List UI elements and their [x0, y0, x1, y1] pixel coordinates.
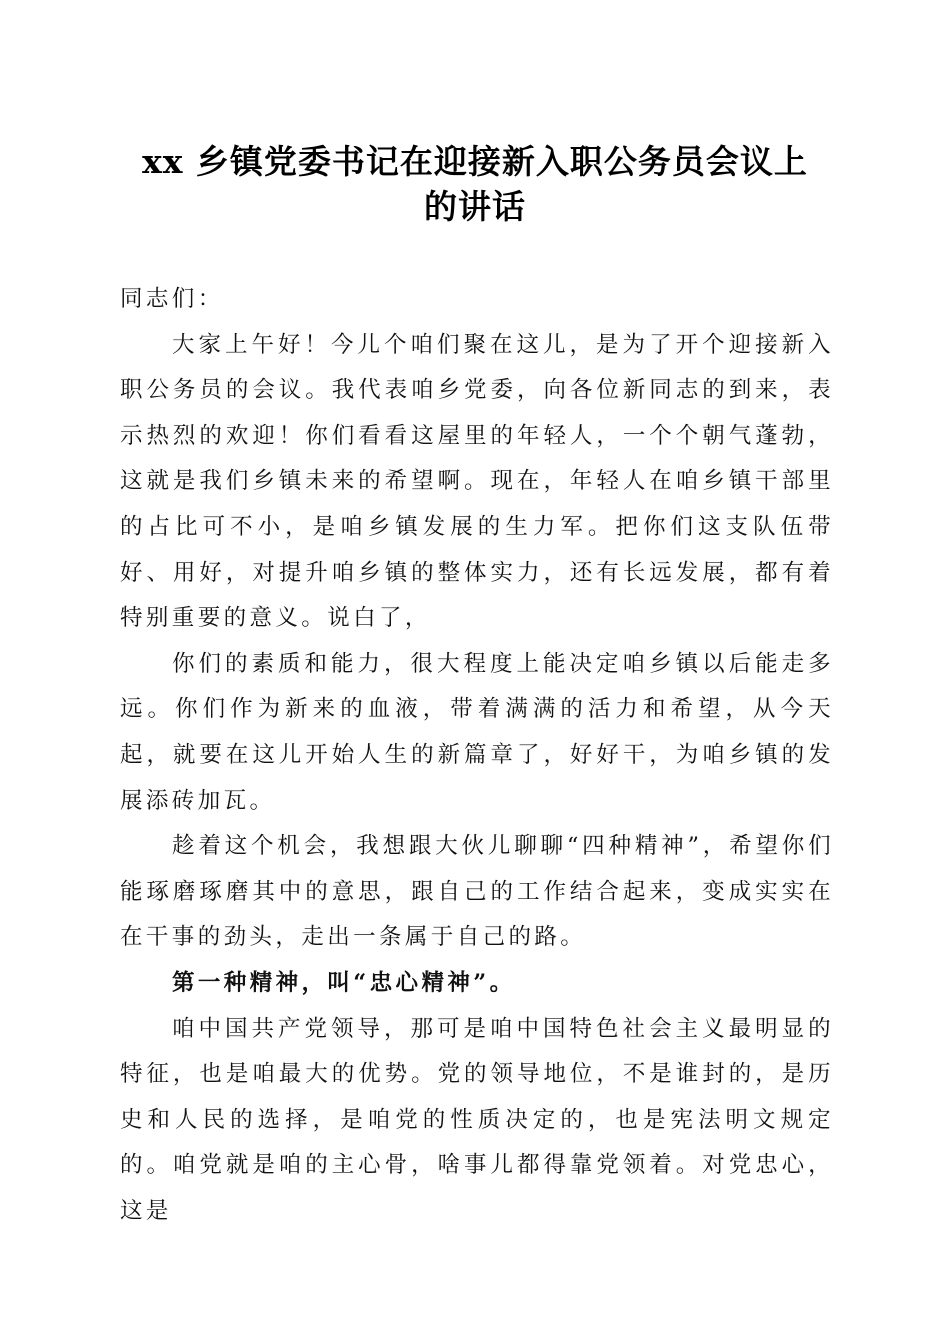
section-heading-loyalty: 第一种精神，叫“忠心精神”。 [172, 969, 516, 996]
document-body [120, 277, 834, 1234]
document-title-line-1: xx 乡镇党委书记在迎接新入职公务员会议上 [142, 142, 808, 181]
document-title-line-2: 的讲话 [424, 187, 526, 226]
salutation: 同志们： [120, 286, 224, 312]
paragraph-welcome: 大家上午好！今儿个咱们聚在这儿，是为了开个迎接新入职公务员的会议。我代表咱乡党委，向各位新同志的到来，表示热烈的欢迎！你们看看这屋里的年轻人，一个个朝气蓬勃，这就是我们乡镇未来的希望啊。现在，年轻人在咱乡镇干部里的占比可不小，是咱乡镇发展的生力军。把你们这支队伍带好、用好，对提升咱乡镇的整体实力，还有长远发展，都有着特别重要的意义。说白了， [120, 331, 834, 632]
paragraph-party-leadership: 咱中国共产党领导，那可是咱中国特色社会主义最明显的特征，也是咱最大的优势。党的领导地位，不是谁封的，是历史和人民的选择，是咱党的性质决定的，也是宪法明文规定的。咱党就是咱的主心骨，啥事儿都得靠党领着。对党忠心，这是 [120, 1015, 834, 1224]
paragraph-new-chapter: 你们的素质和能力，很大程度上能决定咱乡镇以后能走多远。你们作为新来的血液，带着满满的活力和希望，从今天起，就要在这儿开始人生的新篇章了，好好干，为咱乡镇的发展添砖加瓦。 [120, 650, 834, 814]
paragraph-four-spirits: 趁着这个机会，我想跟大伙儿聊聊“四种精神”，希望你们能琢磨琢磨其中的意思，跟自己的工作结合起来，变成实实在在干事的劲头，走出一条属于自己的路。 [120, 833, 834, 951]
